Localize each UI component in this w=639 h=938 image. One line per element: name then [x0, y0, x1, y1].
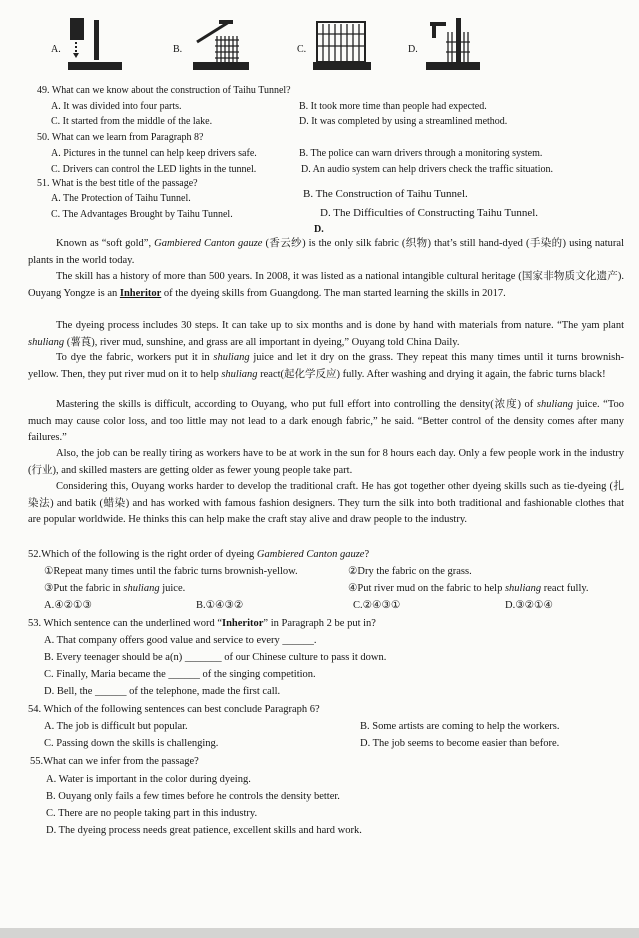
passage-paragraph-7: Considering this, Ouyang works harder to develop the traditional craft. He has got together other dyeing skills such as tie-dyeing (扎染法) and batik (蜡染) and has worked with famous fashion designers. They turn the silk into both traditional and fashionable clothes that are popular worldwide. He thinks this can help make the craft stay alive and draw people to the industry.: [28, 481, 624, 525]
q52-step-1: ①Repeat many times until the fabric turns brownish-yellow.: [44, 566, 298, 577]
q51-stem: 51. What is the best title of the passage?: [37, 178, 198, 189]
q53-option-b[interactable]: B. Every teenager should be a(n) _______ of our Chinese culture to pass it down.: [44, 652, 387, 663]
q51-option-d[interactable]: D. The Difficulties of Constructing Taihu Tunnel.: [320, 207, 539, 219]
q50-stem: 50. What can we learn from Paragraph 8?: [37, 132, 204, 143]
q54-option-a[interactable]: A. The job is difficult but popular.: [44, 721, 188, 732]
tunnel-construction-image-d: [422, 14, 484, 76]
q50-option-d[interactable]: D. An audio system can help drivers check the traffic situation.: [301, 164, 553, 175]
q50-option-c[interactable]: C. Drivers can control the LED lights in the tunnel.: [51, 164, 257, 175]
section-d-heading: D.: [314, 224, 324, 235]
passage-paragraph-5: Mastering the skills is difficult, according to Ouyang, who put full effort into controlling the density(浓度) of shuliang juice. “Too much may cause color loss, and too little may not lead to a dark enough fabric,” he said. “Better control of the density comes after many failures.”: [28, 399, 624, 443]
q52-option-c[interactable]: C.②④③①: [353, 600, 401, 611]
q50-option-a[interactable]: A. Pictures in the tunnel can help keep drivers safe.: [51, 148, 257, 159]
q52-option-d[interactable]: D.③②①④: [505, 600, 553, 611]
q52-option-b[interactable]: B.①④③②: [196, 600, 244, 611]
passage-paragraph-4: To dye the fabric, workers put it in shuliang juice and let it dry on the grass. They repeat this many times until it turns brownish-yellow. Then, they put river mud on it to help shuliang react(起化学反应) fully. After washing and drying it again, the fabric turns black!: [28, 352, 624, 380]
q54-option-b[interactable]: B. Some artists are coming to help the workers.: [360, 721, 560, 732]
q54-stem: 54. Which of the following sentences can best conclude Paragraph 6?: [28, 704, 320, 715]
passage-paragraph-3: The dyeing process includes 30 steps. It can take up to six months and is done by hand with materials from nature. “The yam plant shuliang (薯莨), river mud, sunshine, and grass are all important in dyeing,” Ouyang told China Daily.: [28, 320, 624, 348]
q55-stem: 55.What can we infer from the passage?: [30, 756, 199, 767]
q49-option-b[interactable]: B. It took more time than people had expected.: [299, 101, 487, 112]
inheritor-underlined-word: Inheritor: [119, 287, 162, 299]
q52-stem: 52.Which of the following is the right order of dyeing Gambiered Canton gauze?: [28, 549, 370, 560]
passage-paragraph-2: The skill has a history of more than 500 years. In 2008, it was listed as a national intangible cultural heritage (国家非物质文化遗产). Ouyang Yongze is an Inheritor of the dyeing skills from Guangdong. The man started learning the skills in 2017.: [28, 271, 624, 299]
q49-option-c[interactable]: C. It started from the middle of the lake.: [51, 116, 213, 127]
tunnel-construction-image-c: [311, 14, 377, 76]
q53-option-d[interactable]: D. Bell, the ______ of the telephone, made the first call.: [44, 686, 281, 697]
q55-option-a[interactable]: A. Water is important in the color during dyeing.: [46, 774, 251, 785]
q51-option-b[interactable]: B. The Construction of Taihu Tunnel.: [303, 188, 468, 200]
image-option-a-label: A.: [51, 44, 61, 55]
q52-step-2: ②Dry the fabric on the grass.: [348, 566, 472, 577]
q53-stem: 53. Which sentence can the underlined word “Inheritor” in Paragraph 2 be put in?: [28, 618, 376, 629]
passage-paragraph-1: Known as “soft gold”, Gambiered Canton gauze (香云纱) is the only silk fabric (织物) that’s still hand-dyed (手染的) using natural plants in the world today.: [28, 238, 624, 266]
q52-step-4: ④Put river mud on the fabric to help shuliang react fully.: [348, 583, 589, 594]
q52-step-3: ③Put the fabric in shuliang juice.: [44, 583, 186, 594]
q55-option-b[interactable]: B. Ouyang only fails a few times before he controls the density better.: [46, 791, 340, 802]
q55-option-c[interactable]: C. There are no people taking part in this industry.: [46, 808, 258, 819]
q49-option-a[interactable]: A. It was divided into four parts.: [51, 101, 182, 112]
image-option-c-label: C.: [297, 44, 307, 55]
q54-option-d[interactable]: D. The job seems to become easier than before.: [360, 738, 560, 749]
q51-option-c[interactable]: C. The Advantages Brought by Taihu Tunnel.: [51, 209, 233, 220]
q54-option-c[interactable]: C. Passing down the skills is challenging.: [44, 738, 219, 749]
image-option-b-label: B.: [173, 44, 183, 55]
q49-stem: 49. What can we know about the construction of Taihu Tunnel?: [37, 85, 291, 96]
image-option-d-label: D.: [408, 44, 418, 55]
tunnel-construction-image-a: [66, 14, 124, 76]
tunnel-construction-image-b: [189, 14, 253, 76]
q52-option-a[interactable]: A.④②①③: [44, 600, 92, 611]
passage-paragraph-6: Also, the job can be really tiring as workers have to be at work in the sun for 8 hours each day. Only a few people work in the industry (行业), and skilled masters are getting older as fewer young people take part.: [28, 448, 624, 476]
page-bottom-edge: [0, 928, 639, 938]
q51-option-a[interactable]: A. The Protection of Taihu Tunnel.: [51, 193, 191, 204]
q50-option-b[interactable]: B. The police can warn drivers through a monitoring system.: [299, 148, 543, 159]
q53-option-a[interactable]: A. That company offers good value and service to every ______.: [44, 635, 317, 646]
q53-option-c[interactable]: C. Finally, Maria became the ______ of the singing competition.: [44, 669, 316, 680]
q55-option-d[interactable]: D. The dyeing process needs great patience, excellent skills and hard work.: [46, 825, 362, 836]
q49-option-d[interactable]: D. It was completed by using a streamlined method.: [299, 116, 508, 127]
